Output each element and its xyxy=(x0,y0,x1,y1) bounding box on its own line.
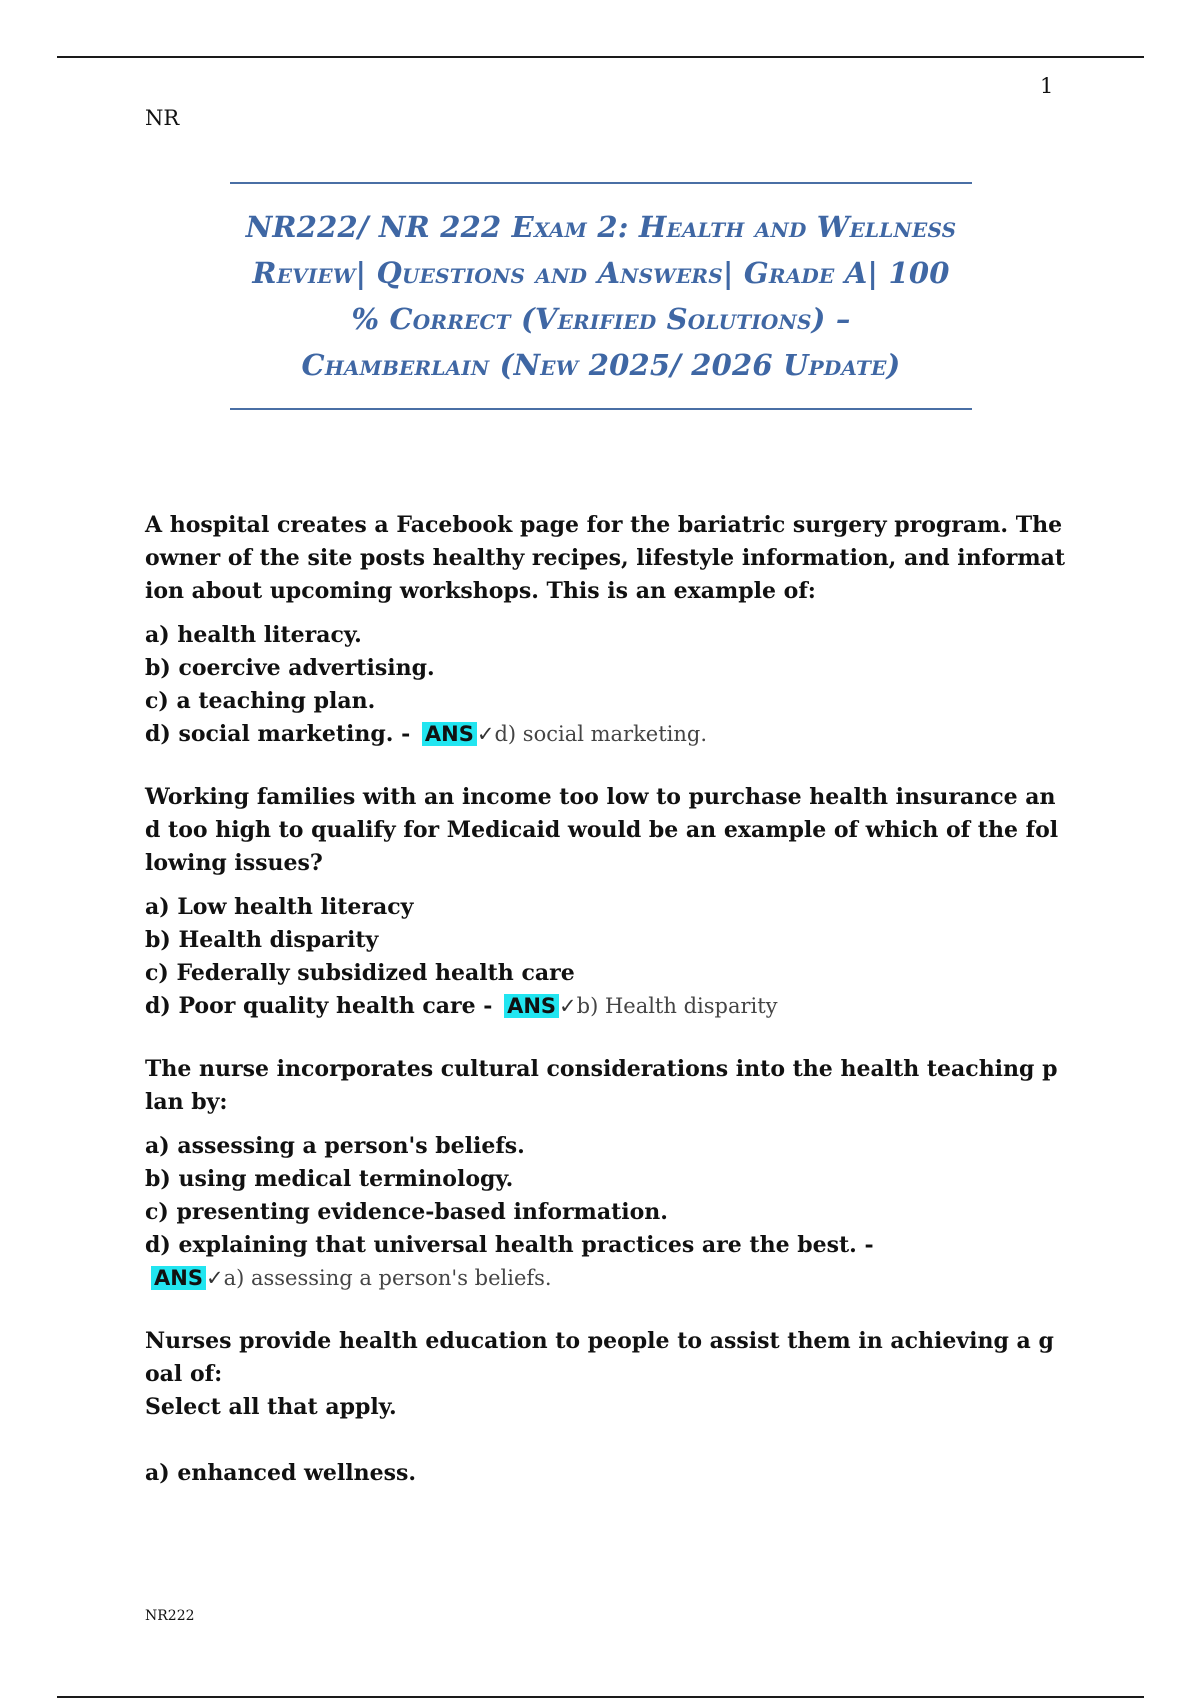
question-text: The nurse incorporates cultural considerations into the health teaching plan by: xyxy=(145,1056,1058,1115)
top-rule xyxy=(57,56,1144,58)
option-a: a) enhanced wellness. xyxy=(145,1460,417,1486)
option-a: a) Low health literacy xyxy=(145,894,414,920)
answer-text: b) Health disparity xyxy=(576,994,778,1018)
option-b: b) Health disparity xyxy=(145,927,379,953)
question-1 xyxy=(145,509,1065,751)
question-text: A hospital creates a Facebook page for the bariatric surgery program. The owner of the site posts healthy recipes, lifestyle information, and information about upcoming workshops. This is an example of: xyxy=(145,512,1066,604)
check-icon: ✓ xyxy=(205,1266,224,1290)
answer-tag: ANS xyxy=(422,722,477,746)
header-label: NR xyxy=(145,106,180,130)
option-d-with-answer xyxy=(145,990,1065,1023)
document-title xyxy=(230,184,972,388)
option-d: d) explaining that universal health practices are the best. - xyxy=(145,1232,874,1258)
answer-tag: ANS xyxy=(151,1266,206,1290)
option-b: b) using medical terminology. xyxy=(145,1166,514,1192)
check-icon: ✓ xyxy=(476,722,495,746)
title-line-4: Chamberlain (New 2025/ 2026 Update) xyxy=(301,348,901,382)
title-line-1: NR222/ NR 222 Exam 2: Health and Wellness xyxy=(245,210,957,244)
option-c: c) presenting evidence-based information. xyxy=(145,1199,668,1225)
title-line-3: % Correct (Verified Solutions) – xyxy=(351,302,851,336)
page-number: 1 xyxy=(1040,74,1054,98)
title-box xyxy=(230,182,972,410)
check-icon: ✓ xyxy=(559,994,577,1018)
question-4 xyxy=(145,1325,1065,1490)
answer-line xyxy=(147,1262,1065,1295)
option-d-with-answer xyxy=(145,718,1065,751)
option-d: d) Poor quality health care - xyxy=(145,993,493,1019)
bottom-rule xyxy=(57,1696,1144,1698)
answer-text: d) social marketing. xyxy=(494,722,708,746)
question-2 xyxy=(145,781,1065,1023)
footer-label: NR222 xyxy=(145,1608,195,1624)
option-b: b) coercive advertising. xyxy=(145,655,435,681)
option-a: a) health literacy. xyxy=(145,622,362,648)
option-d: d) social marketing. - xyxy=(145,721,411,747)
title-line-2: Review| Questions and Answers| Grade A| 100 xyxy=(252,256,950,290)
answer-text: a) assessing a person's beliefs. xyxy=(223,1266,552,1290)
question-text: Nurses provide health education to people to assist them in achieving a goal of: xyxy=(145,1328,1054,1387)
option-a: a) assessing a person's beliefs. xyxy=(145,1133,525,1159)
question-text: Working families with an income too low to purchase health insurance and too high to qualify for Medicaid would be an example of which of the following issues? xyxy=(145,784,1059,876)
question-3 xyxy=(145,1053,1065,1295)
select-all-instruction: Select all that apply. xyxy=(145,1394,397,1420)
answer-tag: ANS xyxy=(504,994,559,1018)
questions-list xyxy=(145,509,1065,1520)
option-c: c) Federally subsidized health care xyxy=(145,960,575,986)
option-c: c) a teaching plan. xyxy=(145,688,376,714)
